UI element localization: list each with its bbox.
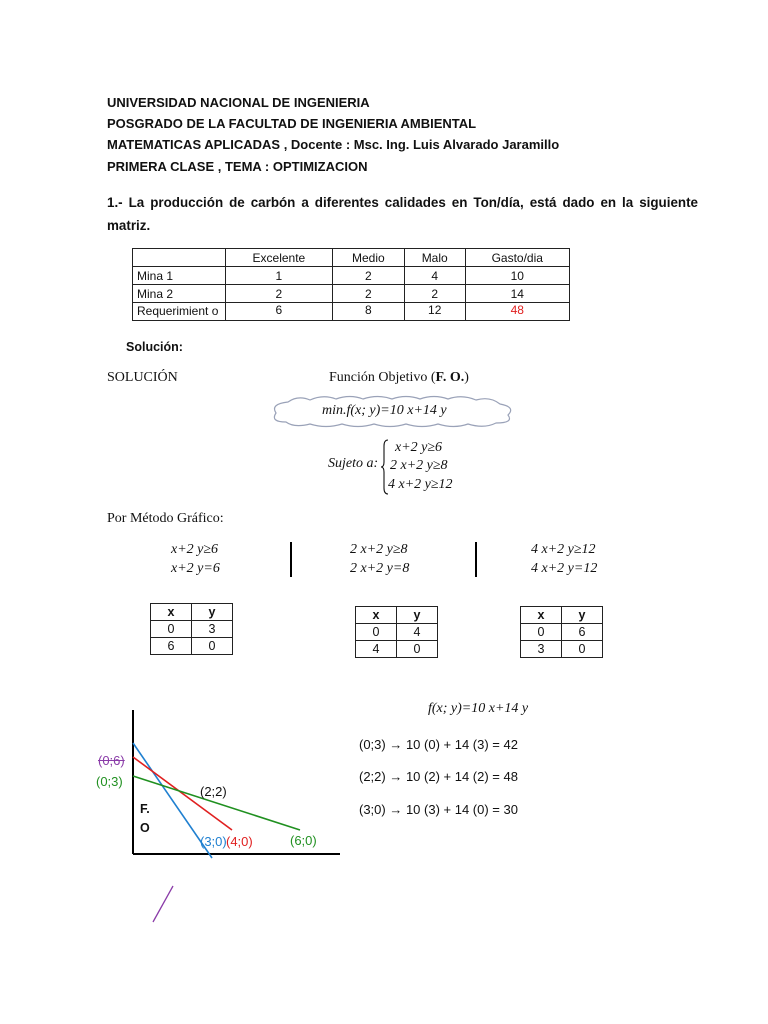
table-header-cell: Excelente: [226, 249, 333, 267]
method-title: Por Método Gráfico:: [107, 511, 224, 526]
table-cell: 1: [226, 267, 333, 285]
table-cell: 6: [562, 624, 603, 641]
table-cell: Requerimient o: [133, 303, 226, 321]
table-cell: 6: [151, 638, 192, 655]
column-2-inequality: 2 x+2 y≥8: [350, 542, 408, 557]
table-header-cell: x: [521, 607, 562, 624]
point-label-2-2: (2;2): [200, 784, 227, 799]
table-cell: 2: [404, 285, 465, 303]
xy-table-1: [150, 603, 233, 655]
xy-table-3: [520, 606, 603, 658]
fo-graph-label-2: O: [140, 821, 150, 835]
evaluation-function: f(x; y)=10 x+14 y: [428, 701, 529, 716]
constraint-3: 4 x+2 y≥12: [388, 477, 453, 492]
fo-graph-label-1: F.: [140, 802, 150, 816]
table-header-cell: y: [192, 604, 233, 621]
table-cell: 14: [465, 285, 570, 303]
table-cell: 12: [404, 303, 465, 321]
table-cell: 0: [356, 624, 397, 641]
table-cell: 4: [404, 267, 465, 285]
xy-table-2: [355, 606, 438, 658]
fo-title: Función Objetivo (F. O.): [329, 370, 469, 385]
table-header-row: [133, 249, 570, 267]
constraint-1: x+2 y≥6: [395, 440, 443, 455]
header-line-2: POSGRADO DE LA FACULTAD DE INGENIERIA AMBIENTAL: [107, 116, 477, 131]
table-row: [133, 303, 570, 321]
fo-expression: min.f(x; y)=10 x+14 y: [322, 403, 447, 418]
feasible-region-graph: [0, 690, 360, 930]
production-matrix-table: [132, 248, 570, 321]
evaluation-line-1: (0;3) → 10 (0) + 14 (3) = 42: [359, 737, 518, 752]
table-header-cell: y: [397, 607, 438, 624]
evaluation-line-3: (3;0) → 10 (3) + 14 (0) = 30: [359, 802, 518, 817]
solucion-title: SOLUCIÓN: [107, 370, 178, 385]
point-label-3-0: (3;0): [200, 834, 227, 849]
table-cell-highlight: 48: [465, 303, 570, 321]
table-header-cell: x: [356, 607, 397, 624]
point-label-0-6: (0;6): [98, 753, 125, 768]
table-cell: 4: [356, 641, 397, 658]
column-1-inequality: x+2 y≥6: [171, 542, 219, 557]
solucion-label: Solución:: [126, 340, 183, 354]
table-header-cell: Malo: [404, 249, 465, 267]
point-label-0-3: (0;3): [96, 774, 123, 789]
table-cell: 0: [192, 638, 233, 655]
table-cell: 3: [192, 621, 233, 638]
column-3-equation: 4 x+2 y=12: [531, 561, 598, 576]
column-2-equation: 2 x+2 y=8: [350, 561, 410, 576]
objective-line: [153, 886, 173, 922]
column-1-equation: x+2 y=6: [171, 561, 220, 576]
problem-statement: 1.- La producción de carbón a diferentes calidades en Ton/día, está dado en la siguiente matriz.: [107, 195, 698, 233]
column-divider: [290, 542, 292, 577]
table-row: [133, 285, 570, 303]
table-cell: 3: [521, 641, 562, 658]
table-header-cell: Gasto/dia: [465, 249, 570, 267]
column-3-inequality: 4 x+2 y≥12: [531, 542, 596, 557]
header-line-3: MATEMATICAS APLICADAS , Docente : Msc. Ing. Luis Alvarado Jaramillo: [107, 137, 560, 152]
constraints-label: Sujeto a:: [328, 456, 379, 471]
column-divider: [475, 542, 477, 577]
point-label-6-0: (6;0): [290, 833, 317, 848]
table-cell: Mina 2: [133, 285, 226, 303]
table-cell: 10: [465, 267, 570, 285]
constraint-2: 2 x+2 y≥8: [390, 458, 448, 473]
table-cell: 2: [332, 285, 404, 303]
table-header-cell: [133, 249, 226, 267]
table-cell: 2: [332, 267, 404, 285]
table-header-cell: y: [562, 607, 603, 624]
header-line-1: UNIVERSIDAD NACIONAL DE INGENIERIA: [107, 95, 370, 110]
point-label-4-0: (4;0): [226, 834, 253, 849]
evaluation-line-2: (2;2) → 10 (2) + 14 (2) = 48: [359, 769, 518, 784]
header-line-4: PRIMERA CLASE , TEMA : OPTIMIZACION: [107, 159, 368, 174]
table-header-cell: x: [151, 604, 192, 621]
table-header-cell: Medio: [332, 249, 404, 267]
table-cell: 4: [397, 624, 438, 641]
table-cell: 6: [226, 303, 333, 321]
table-cell: 8: [332, 303, 404, 321]
table-cell: 0: [151, 621, 192, 638]
table-cell: 0: [397, 641, 438, 658]
table-cell: 0: [521, 624, 562, 641]
table-cell: 2: [226, 285, 333, 303]
table-cell: Mina 1: [133, 267, 226, 285]
table-row: [133, 267, 570, 285]
table-cell: 0: [562, 641, 603, 658]
